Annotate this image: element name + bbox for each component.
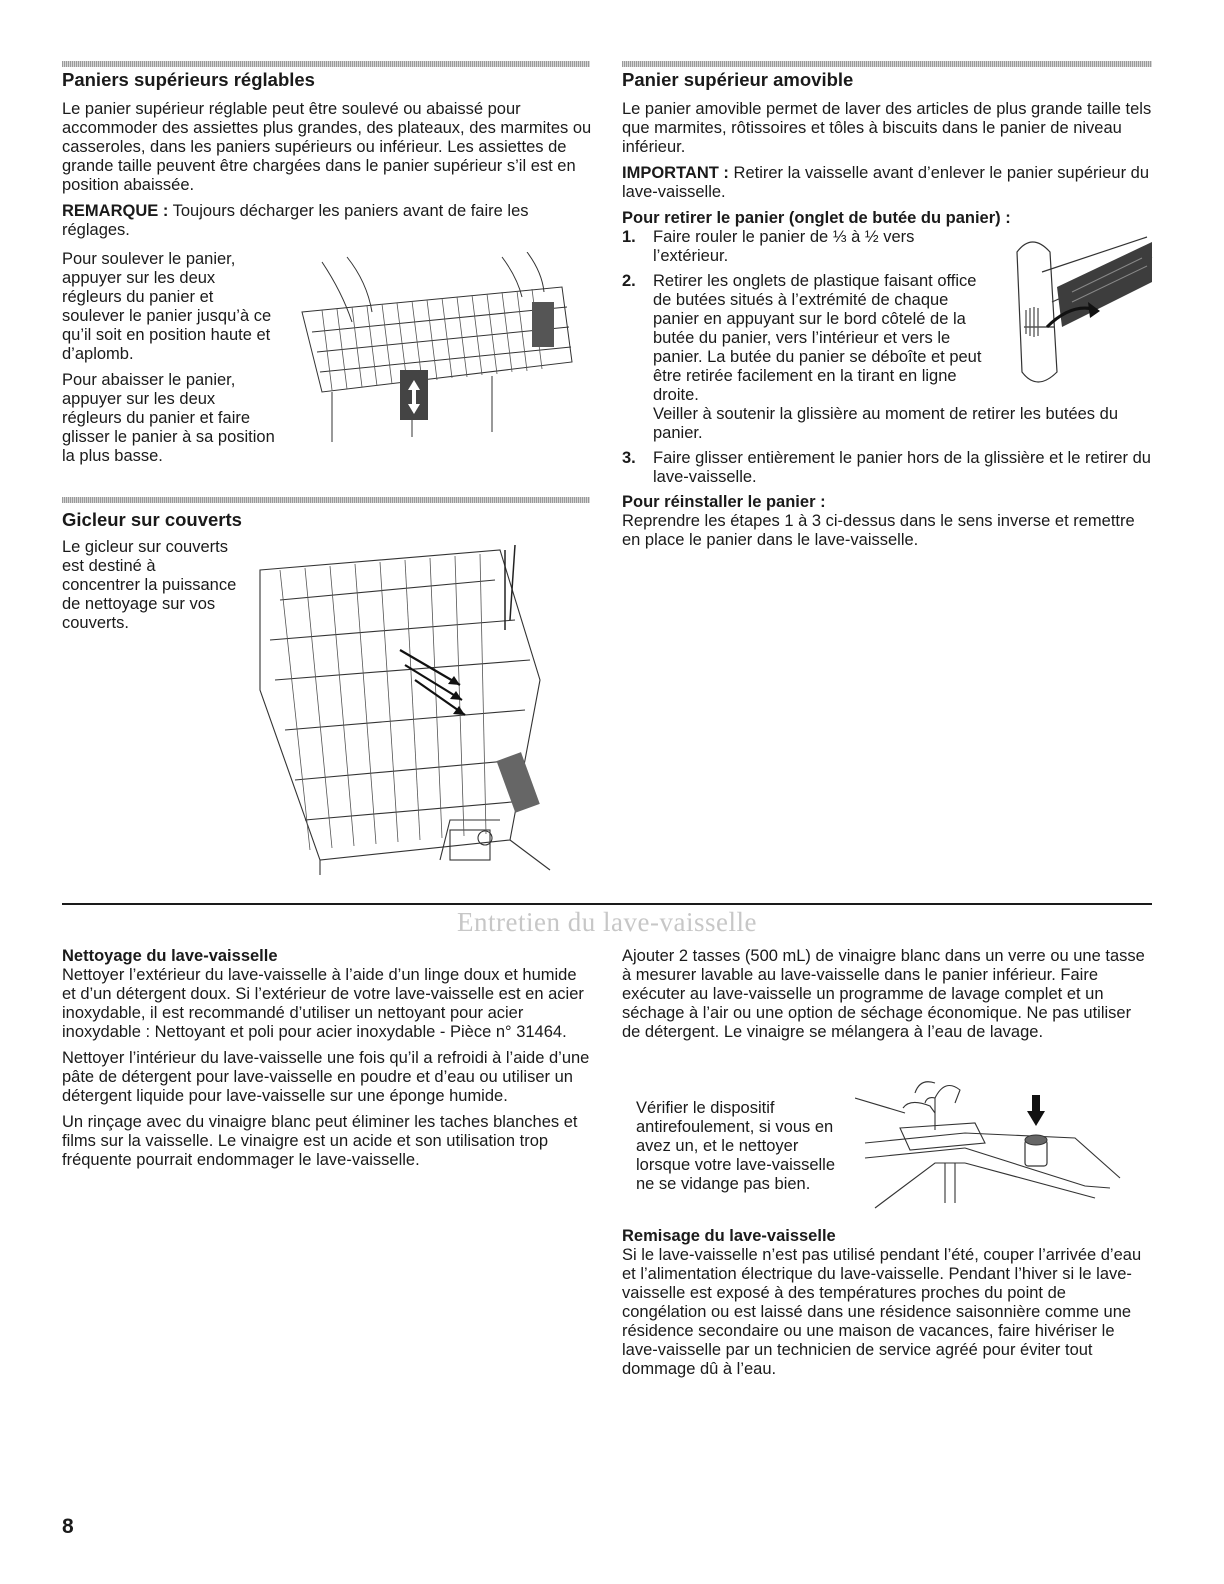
cleaning-paragraph-1: Nettoyer l’extérieur du lave-vaisselle à l’aide d’un linge doux et humide et d’un détergent doux. Si l’extérieur de votre lave-vaisselle est en acier inoxydable, il est recommandé d’utiliser un nettoyant pour acier inoxydable : Nettoyant et poli pour acier inoxydable - Pièce n° 31464. [62, 966, 584, 1041]
cleaning-paragraph-2: Nettoyer l’intérieur du lave-vaisselle une fois qu’il a refroidi à l’aide d’une pâte de détergent pour lave-vaisselle en poudre et d’eau ou utiliser un détergent liquide pour lave-vaisselle sur une éponge humide. [62, 1049, 590, 1105]
rack-stop-illustration [1002, 232, 1154, 392]
step-text: Faire glisser entièrement le panier hors de la glissière et le retirer du lave-vaisselle. [653, 449, 1151, 486]
note-label: REMARQUE : [62, 202, 169, 220]
section-rule [62, 497, 590, 503]
removable-intro-paragraph: Le panier amovible permet de laver des articles de plus grande taille tels que marmites, rôtissoires et tôles à biscuits dans le panier de niveau inférieur. [622, 100, 1152, 156]
section-title-removable-rack: Panier supérieur amovible [622, 69, 854, 90]
storage-title: Remisage du lave-vaisselle [622, 1227, 836, 1245]
vinegar-paragraph-block [622, 947, 1152, 1042]
intro-paragraph: Le panier supérieur réglable peut être soulevé ou abaissé pour accommoder des assiettes plus grandes, des plateaux, des marmites ou casseroles, dans les paniers supérieurs ou inférieur. Les assiettes de grande taille peuvent être chargées dans le panier supérieur s’il est en position abaissée. [62, 100, 592, 194]
section-title-silverware-spray: Gicleur sur couverts [62, 509, 242, 530]
note-text: Toujours décharger les paniers avant de faire les réglages. [62, 202, 529, 239]
airgap-paragraph-block [636, 1099, 851, 1194]
step-text: Retirer les onglets de plastique faisant office de butées situés à l’extrémité de chaque panier en appuyant sur le bord côtelé de la butée du panier, vers l’intérieur et vers le panier. La butée du panier se déboîte et peut être retirée facilement en la tirant en ligne droite. [653, 272, 982, 404]
important-label: IMPORTANT : [622, 164, 729, 182]
airgap-paragraph: Vérifier le dispositif antirefoulement, si vous en avez un, et le nettoyer lorsque votre lave-vaisselle ne se vidange pas bien. [636, 1099, 836, 1193]
care-section-rule [62, 903, 1152, 905]
raise-lower-text [62, 250, 277, 473]
note-paragraph [62, 202, 592, 240]
cleaning-title: Nettoyage du lave-vaisselle [62, 947, 278, 965]
cleaning-paragraph-3: Un rinçage avec du vinaigre blanc peut éliminer les taches blanches et films sur la vaisselle. Le vinaigre est un acide et son utilisation trop fréquente pourrait endommager le lave-vaisselle. [62, 1113, 578, 1169]
step-text-extra: Veiller à soutenir la glissière au moment de retirer les butées du panier. [653, 405, 1118, 442]
step-text: Faire rouler le panier de ⅓ à ½ vers l’extérieur. [653, 228, 915, 265]
remove-step [622, 449, 1152, 487]
reinstall-rack-title: Pour réinstaller le panier : [622, 493, 826, 511]
lower-paragraph: Pour abaisser le panier, appuyer sur les deux régleurs du panier et faire glisser le panier à sa position la plus basse. [62, 371, 275, 465]
important-text: Retirer la vaisselle avant d’enlever le panier supérieur du lave-vaisselle. [622, 164, 1149, 201]
page-number: 8 [62, 1515, 74, 1538]
step-number: 1. [622, 228, 636, 246]
raise-paragraph: Pour soulever le panier, appuyer sur les deux régleurs du panier et soulever le panier jusqu’à ce qu’il soit en position haute et d’aplomb. [62, 250, 272, 363]
adjustable-rack-text [62, 100, 592, 247]
section-rule [62, 61, 590, 67]
silverware-spray-illustration [250, 540, 560, 875]
silverware-spray-text [62, 538, 237, 633]
remove-rack-title: Pour retirer le panier (onglet de butée du panier) : [622, 209, 1011, 227]
section-title-adjustable-rack: Paniers supérieurs réglables [62, 69, 315, 90]
vinegar-paragraph: Ajouter 2 tasses (500 mL) de vinaigre blanc dans un verre ou une tasse à mesurer lavable au lave-vaisselle dans le panier inférieur. Faire exécuter au lave-vaisselle un programme de lavage complet et un séchage à l’air ou une option de séchage économique. Ne pas utiliser de détergent. Le vinaigre se mélangera à l’eau de lavage. [622, 947, 1145, 1041]
rack-adjuster-illustration [292, 252, 592, 442]
section-rule [622, 61, 1152, 67]
silverware-spray-paragraph: Le gicleur sur couverts est destiné à concentrer la puissance de nettoyage sur vos couverts. [62, 538, 237, 632]
storage-paragraph: Si le lave-vaisselle n’est pas utilisé pendant l’été, couper l’arrivée d’eau et l’alimentation électrique du lave-vaisselle. Pendant l’hiver si le lave-vaisselle est exposé à des températures proches du point de congélation ou est laissé dans une résidence saisonnière comme une résidence secondaire ou une maison de vacances, faire hivériser le lave-vaisselle par un technicien de service agréé pour éviter tout dommage dû à l’eau. [622, 1246, 1142, 1378]
air-gap-illustration [855, 1068, 1125, 1213]
step-number: 3. [622, 449, 636, 467]
important-paragraph [622, 164, 1152, 202]
step-number: 2. [622, 272, 636, 290]
storage-column [622, 1227, 1152, 1379]
cleaning-column [62, 947, 592, 1177]
reinstall-paragraph: Reprendre les étapes 1 à 3 ci-dessus dans le sens inverse et remettre en place le panier dans le lave-vaisselle. [622, 512, 1135, 549]
care-section-title: Entretien du lave-vaisselle [457, 907, 757, 937]
